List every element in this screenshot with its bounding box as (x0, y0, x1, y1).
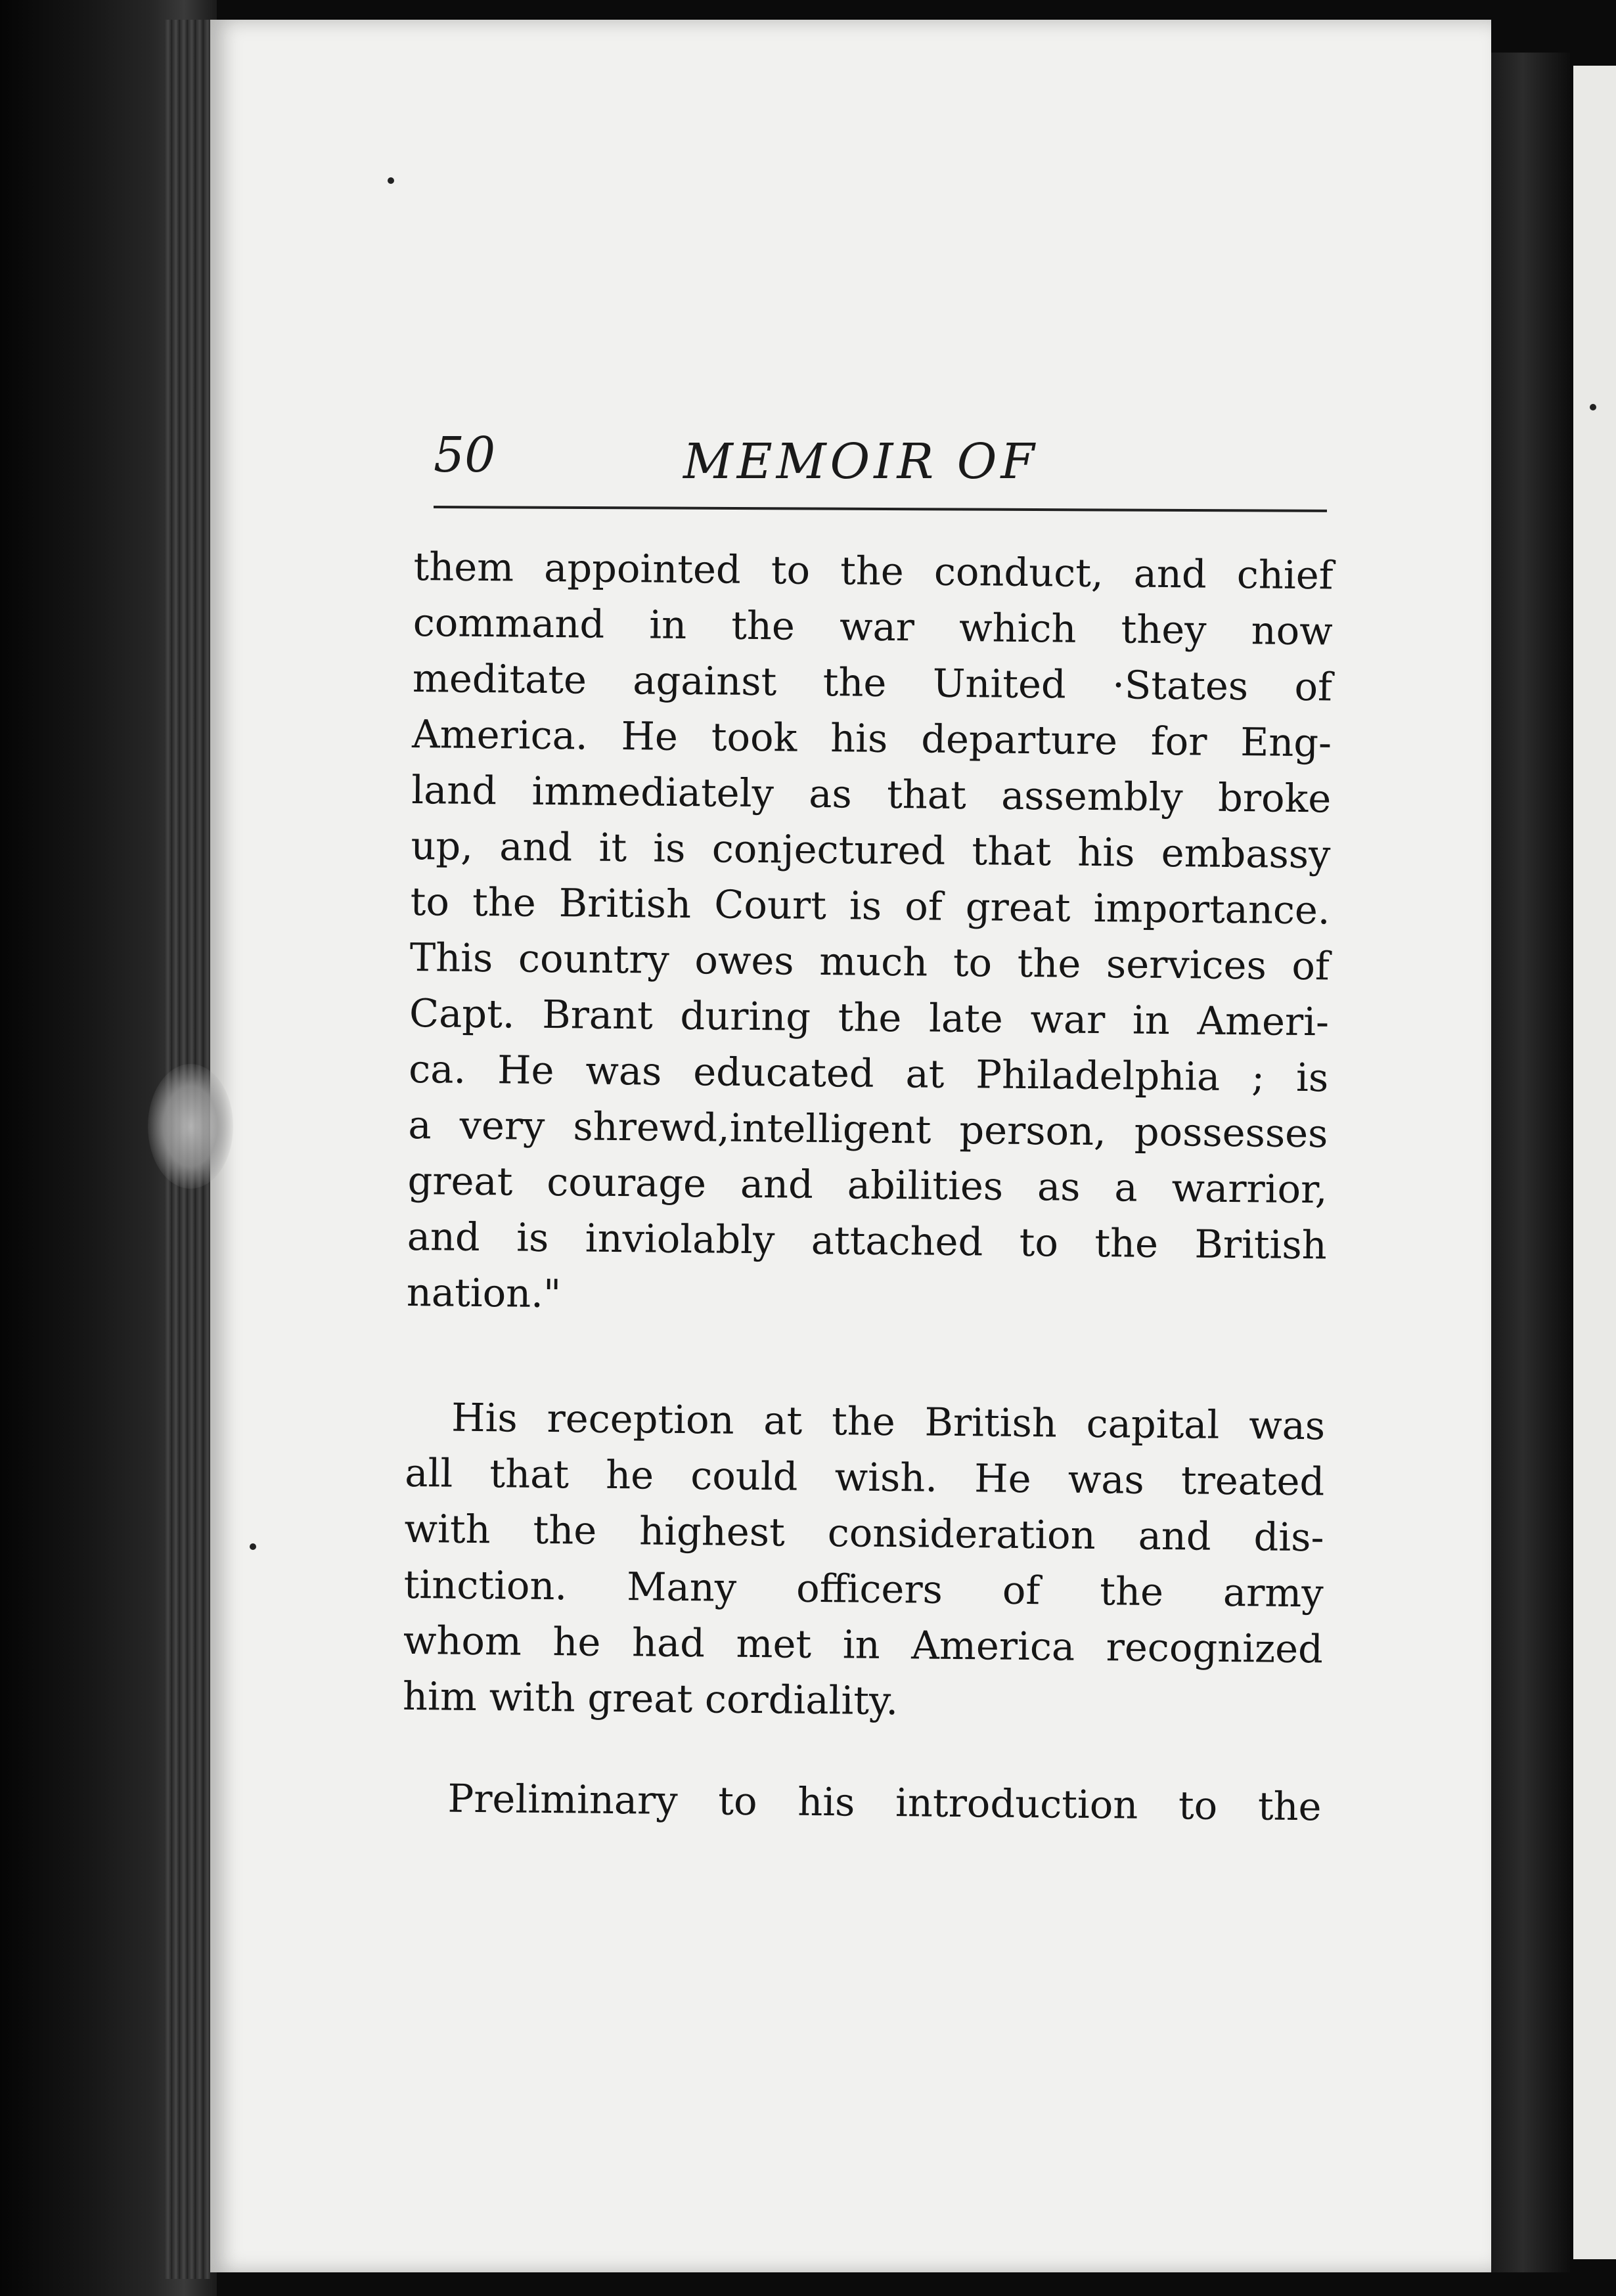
running-head: MEMOIR OF (683, 433, 1039, 490)
text-line: all that he could wish. He was treated (405, 1449, 1325, 1505)
text-line: with the highest consideration and dis- (404, 1505, 1324, 1560)
text-line: great courage and abilities as a warrior, (407, 1157, 1328, 1212)
text-line: ca. He was educated at Philadelphia ; is (408, 1046, 1329, 1101)
scan-smudge (148, 1064, 233, 1189)
text-line: meditate against the United ·States of (412, 655, 1333, 710)
text-line: command in the war which they now (413, 599, 1334, 654)
text-line: America. He took his departure for Eng- (411, 711, 1332, 766)
text-line: nation." (406, 1269, 562, 1317)
text-line: His reception at the British capital was (451, 1394, 1326, 1449)
paragraph (407, 539, 1334, 1329)
paragraph-gap (402, 1724, 1322, 1778)
speck (1590, 404, 1596, 410)
page-header (434, 414, 1320, 506)
paragraph (401, 1770, 1322, 1834)
text-line: him with great cordiality. (402, 1673, 899, 1724)
text-line: them appointed to the conduct, and chief (413, 543, 1334, 598)
facing-page-edge (1573, 66, 1616, 2259)
text-line: up, and it is conjectured that his embassy (411, 822, 1331, 877)
text-line: and is inviolably attached to the British (407, 1213, 1328, 1268)
text-line: This country owes much to the services of (409, 934, 1330, 989)
text-line: tinction. Many officers of the army (403, 1561, 1324, 1616)
speck (388, 177, 394, 184)
text-line: Preliminary to his introduction to the (447, 1775, 1322, 1830)
paragraph (403, 1389, 1326, 1733)
page-number: 50 (434, 427, 496, 483)
body-text (401, 539, 1334, 1834)
text-line: a very shrewd,intelligent person, possesses (408, 1101, 1328, 1157)
text-line: land immediately as that assembly broke (411, 766, 1332, 822)
text-line: to the British Court is of great importance. (410, 878, 1330, 933)
right-shadow (1491, 53, 1570, 2272)
text-line: whom he had met in America recognized (403, 1617, 1324, 1672)
speck (250, 1543, 256, 1550)
text-line: Capt. Brant during the late war in Ameri- (409, 990, 1330, 1045)
paragraph-gap (406, 1320, 1326, 1398)
